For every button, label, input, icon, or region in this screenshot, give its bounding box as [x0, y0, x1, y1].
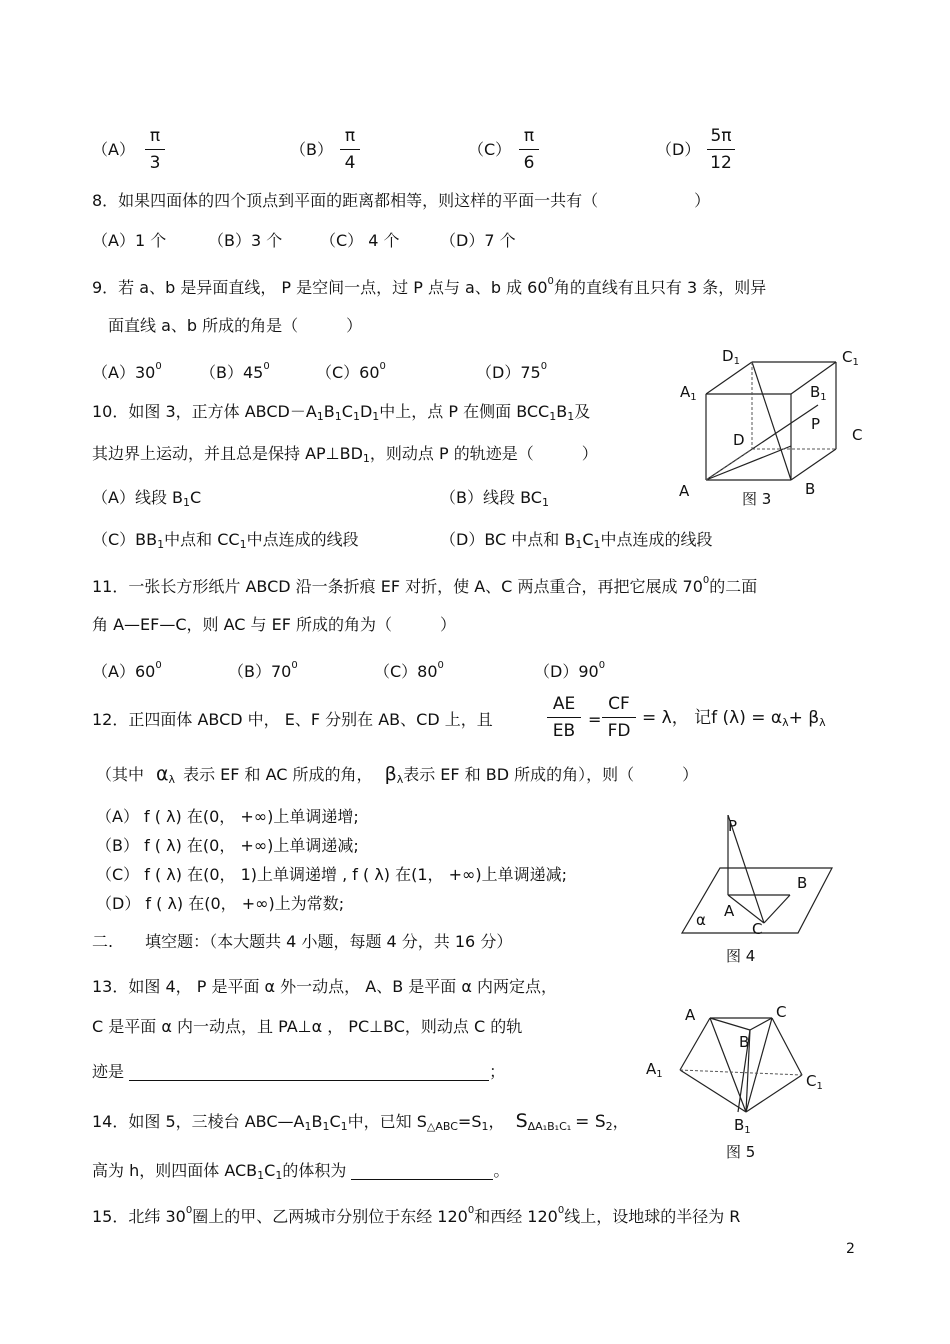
q8-stem: 8．如果四面体的四个顶点到平面的距离都相等，则这样的平面一共有（ ）	[92, 191, 711, 210]
fig4-caption: 图 4	[726, 947, 756, 965]
fig5-label-c: C	[776, 1003, 787, 1021]
q12-equals: =	[588, 710, 602, 729]
q12-option-b: （B） f ( λ) 在(0， +∞)上单调递减;	[96, 836, 359, 855]
page-number: 2	[846, 1241, 855, 1257]
q8-option-c: （C） 4 个	[320, 231, 400, 250]
q9-option-b: $(B)45^0$	[200, 361, 270, 382]
q7-option-c-label: （C）	[468, 140, 512, 159]
fig5-label-b1: $B_1$	[734, 1116, 751, 1136]
fig3-label-b1: $B_1$	[810, 383, 827, 403]
q10-option-a: （A）线段 $B_1C$	[92, 488, 202, 509]
fig5-label-b: B	[739, 1033, 750, 1051]
fig4-label-b: B	[797, 874, 808, 892]
fig3-caption: 图 3	[742, 490, 772, 508]
q11-option-b: $(B)70^0$	[228, 660, 298, 681]
q14-line-2: 高为 h，则四面体 $ACB_1C_1$的体积为 。	[92, 1161, 510, 1182]
fig4-label-c: C	[752, 920, 763, 938]
q7-option-a-fraction: π 3	[145, 128, 165, 172]
q9-line-1: 9．若 a、b 是异面直线， P 是空间一点，过 P 点与 a、b 成 $60^0$角的直线有且只有 3 条，则异	[92, 276, 767, 297]
q8-option-d: （D）7 个	[440, 231, 516, 250]
q7-option-a-label: （A）	[92, 140, 135, 159]
figure-5-frustum	[640, 1000, 840, 1165]
q12-fraction-ae-eb: AE EB	[547, 696, 581, 740]
q11-line-2: 角 A—EF—C，则 AC 与 EF 所成的角为（ ）	[92, 615, 457, 634]
q7-option-b-fraction: π 4	[340, 128, 360, 172]
fig4-label-p: P	[728, 817, 738, 835]
q14-line-1: 14．如图 5，三棱台 $ABC—A_1B_1C_1$中，已知 $S_{\triangle ABC}=S_1$， $S_{\Delta A_1B_1C_1} = S_2$，	[92, 1110, 629, 1133]
q11-line-1: 11．一张长方形纸片 ABCD 沿一条折痕 EF 对折，使 A、C 两点重合，再把它展成 $70^0$的二面	[92, 575, 758, 596]
q11-option-d: $(D)90^0$	[534, 660, 606, 681]
q10-option-b: （B）线段 $BC_1$	[440, 488, 549, 509]
fig3-label-d: D	[733, 431, 745, 449]
q10-option-d: （D）BC 中点和 $B_1C_1$中点连成的线段	[440, 530, 713, 551]
fig3-label-c1: $C_1$	[842, 348, 859, 368]
q12-option-a: （A） f ( λ) 在(0， +∞)上单调递增;	[96, 807, 359, 826]
q10-option-c: $(C)BB_1$中点和 $CC_1$中点连成的线段	[92, 530, 359, 551]
fig3-label-a: A	[679, 482, 690, 500]
fig3-label-p: P	[811, 415, 821, 433]
q11-option-c: $(C)80^0$	[374, 660, 444, 681]
fig3-label-c: C	[852, 426, 863, 444]
q12-option-d: （D） f ( λ) 在(0， +∞)上为常数;	[96, 894, 345, 913]
q13-line-2: C 是平面 α 内一动点，且 PA⊥α ， PC⊥BC，则动点 C 的轨	[92, 1017, 523, 1036]
q7-option-d-label: （D）	[656, 140, 701, 159]
q12-fraction-cf-fd: CF FD	[602, 696, 636, 740]
q11-option-a: $(A)60^0$	[92, 660, 162, 681]
figure-3-cube	[670, 345, 870, 515]
fig5-caption: 图 5	[726, 1143, 756, 1161]
q10-line-2: 其边界上运动，并且总是保持 $AP\perp BD_1$，则动点 P 的轨迹是（ ）	[92, 444, 598, 465]
section-2-heading: 二. 填空题：（本大题共 4 小题，每题 4 分，共 16 分）	[92, 932, 513, 951]
q8-option-a: （A）1 个	[92, 231, 167, 250]
fig5-label-c1: $C_1$	[806, 1072, 823, 1092]
q10-line-1: 10．如图 3，正方体 $ABCD-A_1B_1C_1D_1$中上，点 P 在侧面 $BCC_1B_1$及	[92, 402, 591, 423]
q14-answer-blank[interactable]	[351, 1161, 493, 1180]
q7-option-d-fraction: 5π 12	[707, 128, 735, 172]
figure-4-plane	[670, 815, 840, 965]
q15-line-1: 15．北纬 $30^0$圈上的甲、乙两城市分别位于东经 $120^0$和西经 $120^0$线上，设地球的半径为 R	[92, 1205, 741, 1226]
q9-line-2: 面直线 a、b 所成的角是（ ）	[108, 316, 363, 335]
q12-line-2: （其中 $\alpha_\lambda$ 表示 EF 和 AC 所成的角， $\beta_\lambda$表示 EF 和 BD 所成的角），则（ ）	[96, 763, 699, 786]
q8-option-b: （B）3 个	[208, 231, 283, 250]
q9-option-c: $(C)60^0$	[316, 361, 386, 382]
q7-option-b-label: （B）	[290, 140, 333, 159]
q12-line-1: 12．正四面体 ABCD 中， E、F 分别在 AB、CD 上，且	[92, 710, 493, 729]
q9-option-d: $(D)75^0$	[476, 361, 548, 382]
q13-line-1: 13．如图 4， P 是平面 α 外一动点， A、B 是平面 α 内两定点，	[92, 977, 557, 996]
fig5-label-a: A	[685, 1006, 696, 1024]
fig4-label-a: A	[724, 902, 735, 920]
fig3-label-b: B	[805, 480, 816, 498]
q12-function-def: = λ， 记f $(\lambda) = \alpha_\lambda+ \beta_\lambda$	[642, 708, 826, 729]
q9-option-a: $(A)30^0$	[92, 361, 162, 382]
q13-answer-blank[interactable]	[129, 1062, 489, 1081]
fig3-label-a1: $A_1$	[680, 383, 697, 403]
q7-option-c-fraction: π 6	[519, 128, 539, 172]
fig3-label-d1: $D_1$	[722, 347, 740, 367]
fig5-label-a1: $A_1$	[646, 1060, 663, 1080]
fig4-label-alpha: α	[696, 911, 706, 929]
q12-option-c: （C） f ( λ) 在(0， 1)上单调递增 , f ( λ) 在(1， +∞)上单调递减;	[96, 865, 568, 884]
q13-line-3: 迹是 ；	[92, 1062, 506, 1081]
